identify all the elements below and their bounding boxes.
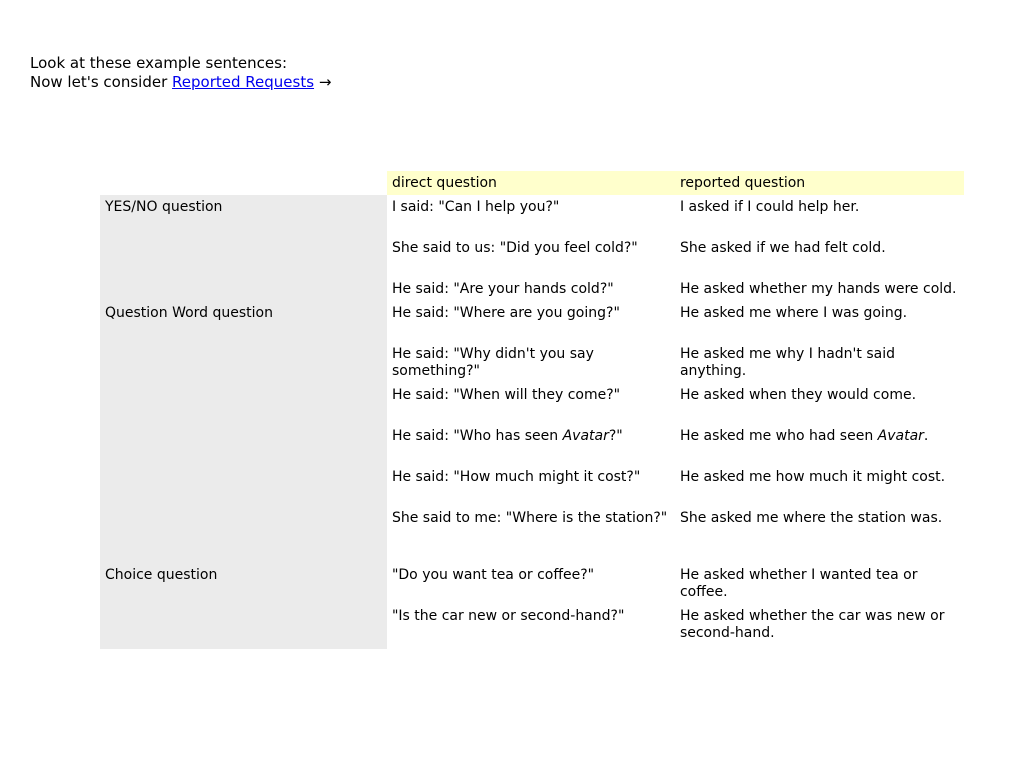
direct-question-cell: She said to us: "Did you feel cold?" xyxy=(391,240,638,256)
intro-text xyxy=(30,54,331,92)
reported-text-post: . xyxy=(923,428,929,444)
table-header-row xyxy=(100,171,964,195)
table-row xyxy=(100,301,964,342)
reported-question-cell: He asked me where I was going. xyxy=(679,305,908,321)
reported-requests-link[interactable]: Reported Requests xyxy=(172,73,315,91)
reported-questions-table xyxy=(100,171,964,649)
reported-question-cell: She asked me where the station was. xyxy=(679,510,943,526)
direct-question-cell: He said: "Are your hands cold?" xyxy=(391,281,614,297)
header-direct-question: direct question xyxy=(387,171,675,195)
reported-question-cell: He asked whether the car was new or second-hand. xyxy=(679,608,945,641)
reported-question-cell: He asked when they would come. xyxy=(679,387,917,403)
direct-question-cell: "Do you want tea or coffee?" xyxy=(391,567,595,583)
reported-question-cell: I asked if I could help her. xyxy=(679,199,860,215)
table-row xyxy=(100,195,964,236)
reported-question-cell: He asked me how much it might cost. xyxy=(679,469,946,485)
reported-question-cell: He asked whether my hands were cold. xyxy=(679,281,957,297)
direct-question-cell: He said: "Why didn't you say something?" xyxy=(391,346,594,379)
direct-question-cell: He said: "How much might it cost?" xyxy=(391,469,641,485)
reported-question-cell: He asked me why I hadn't said anything. xyxy=(679,346,895,379)
intro-line-1: Look at these example sentences: xyxy=(30,54,288,72)
direct-question-cell: "Is the car new or second-hand?" xyxy=(391,608,625,624)
movie-title: Avatar xyxy=(877,428,924,444)
direct-question-cell: He said: "When will they come?" xyxy=(391,387,621,403)
reported-question-cell: She asked if we had felt cold. xyxy=(679,240,886,256)
direct-text-pre: He said: "Who has seen xyxy=(391,428,563,444)
header-reported-question: reported question xyxy=(675,171,964,195)
header-empty-cell xyxy=(100,171,387,195)
category-question-word: Question Word question xyxy=(100,301,387,563)
intro-line-2-prefix: Now let's consider xyxy=(30,73,173,91)
category-choice: Choice question xyxy=(100,563,387,649)
direct-question-cell: She said to me: "Where is the station?" xyxy=(391,510,668,526)
reported-text-pre: He asked me who had seen xyxy=(679,428,878,444)
category-yes-no: YES/NO question xyxy=(100,195,387,301)
direct-text-post: ?" xyxy=(608,428,623,444)
reported-question-cell: He asked whether I wanted tea or coffee. xyxy=(679,567,918,600)
table-row xyxy=(100,563,964,604)
intro-line-2 xyxy=(30,73,331,92)
reported-question-cell xyxy=(675,424,964,465)
direct-question-cell xyxy=(387,424,675,465)
direct-question-cell: I said: "Can I help you?" xyxy=(391,199,560,215)
direct-question-cell: He said: "Where are you going?" xyxy=(391,305,620,321)
arrow-right-icon: → xyxy=(318,73,332,91)
movie-title: Avatar xyxy=(562,428,609,444)
